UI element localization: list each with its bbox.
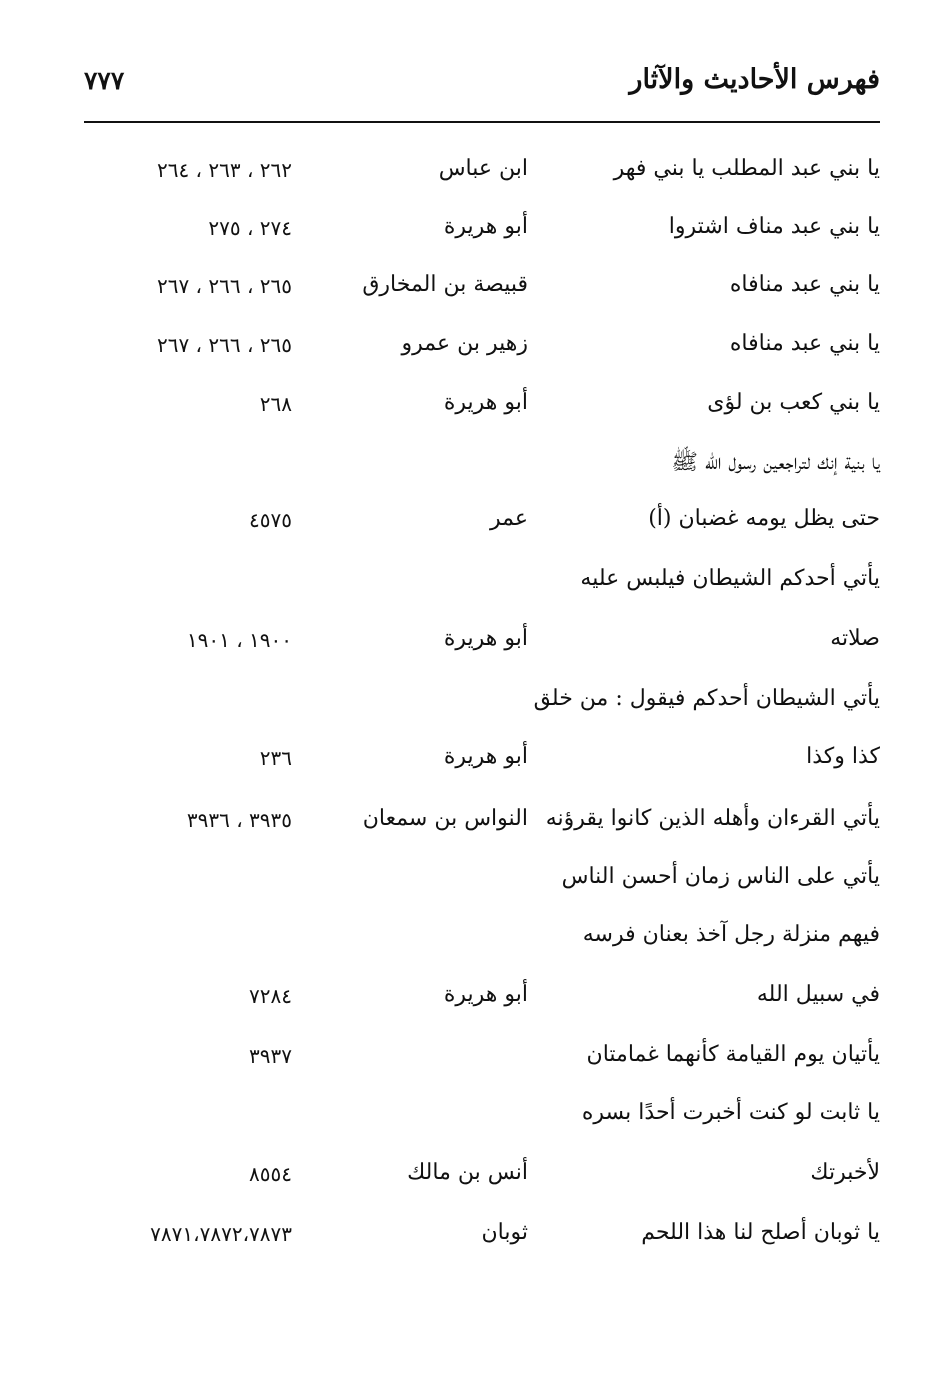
hadith-text: كذا وكذا [806,744,880,769]
narrator-name: عمر [490,506,528,531]
page-number: ٧٧٧ [84,66,125,95]
hadith-text: يا بني عبد المطلب يا بني فهر [613,156,880,181]
hadith-text: يا بني عبد منافاه [729,272,880,297]
hadith-text: يأتي الشيطان أحدكم فيقول : من خلق [533,686,880,711]
narrator-name: أبو هريرة [443,214,528,239]
hadith-text: يا بنية إنك لتراجعين رسول الله ﷺ [671,450,880,475]
index-entry [0,864,932,904]
hadith-text: لأخبرتك [810,1160,880,1185]
hadith-numbers: ٢٦٥ ، ٢٦٦ ، ٢٦٧ [156,333,292,357]
index-entry [0,506,932,546]
narrator-name: أبو هريرة [443,390,528,415]
hadith-numbers: ٢٦٨ [259,392,292,416]
hadith-numbers: ١٩٠٠ ، ١٩٠١ [186,628,292,652]
hadith-text: يا ثوبان أصلح لنا هذا اللحم [641,1220,880,1245]
hadith-text: يا بني كعب بن لؤى [707,390,880,415]
page-header [84,58,880,110]
index-entry [0,566,932,606]
index-entry [0,626,932,666]
hadith-numbers: ٨٥٥٤ [249,1162,292,1186]
index-entry [0,272,932,312]
hadith-text: في سبيل الله [756,982,880,1007]
index-entry [0,331,932,371]
hadith-text: يا بني عبد منافاه [729,331,880,356]
index-entry [0,1100,932,1140]
hadith-text: يأتي أحدكم الشيطان فيلبس عليه [580,566,880,591]
narrator-name: ثوبان [481,1220,528,1245]
narrator-name: أبو هريرة [443,626,528,651]
hadith-text: فيهم منزلة رجل آخذ بعنان فرسه [582,922,880,947]
page-title: فهرس الأحاديث والآثار [629,64,880,95]
narrator-name: ابن عباس [438,156,528,181]
header-divider [84,121,880,123]
hadith-text: صلاته [830,626,880,651]
index-entry [0,1160,932,1200]
narrator-name: زهير بن عمرو [401,331,528,356]
index-entry [0,448,932,488]
index-entry [0,1042,932,1082]
hadith-numbers: ٧٢٨٤ [249,984,292,1008]
hadith-numbers: ٣٩٣٧ [249,1044,292,1068]
hadith-numbers: ٣٩٣٥ ، ٣٩٣٦ [186,808,292,832]
hadith-numbers: ٢٧٤ ، ٢٧٥ [208,216,292,240]
index-entry [0,156,932,196]
hadith-numbers: ٢٣٦ [259,746,292,770]
hadith-text: يأتيان يوم القيامة كأنهما غمامتان [586,1042,880,1067]
hadith-numbers: ٢٦٢ ، ٢٦٣ ، ٢٦٤ [156,158,292,182]
narrator-name: أنس بن مالك [407,1160,528,1185]
index-entry [0,686,932,726]
index-entry [0,390,932,430]
narrator-name: قبيصة بن المخارق [362,272,528,297]
hadith-text: يأتي القرءان وأهله الذين كانوا يقرؤنه [545,806,880,831]
hadith-text: يأتي على الناس زمان أحسن الناس [561,864,880,889]
narrator-name: النواس بن سمعان [362,806,528,831]
narrator-name: أبو هريرة [443,982,528,1007]
index-entry [0,982,932,1022]
index-entry [0,1220,932,1260]
index-entry [0,922,932,962]
hadith-numbers: ٧٨٧١،٧٨٧٢،٧٨٧٣ [150,1222,292,1246]
hadith-text: يا بني عبد مناف اشتروا [668,214,880,239]
hadith-numbers: ٤٥٧٥ [249,508,292,532]
hadith-text: حتى يظل يومه غضبان (أ) [648,506,880,531]
index-entry [0,744,932,784]
index-entry [0,806,932,846]
narrator-name: أبو هريرة [443,744,528,769]
hadith-numbers: ٢٦٥ ، ٢٦٦ ، ٢٦٧ [156,274,292,298]
hadith-text: يا ثابت لو كنت أخبرت أحدًا بسره [581,1100,880,1125]
index-entry [0,214,932,254]
